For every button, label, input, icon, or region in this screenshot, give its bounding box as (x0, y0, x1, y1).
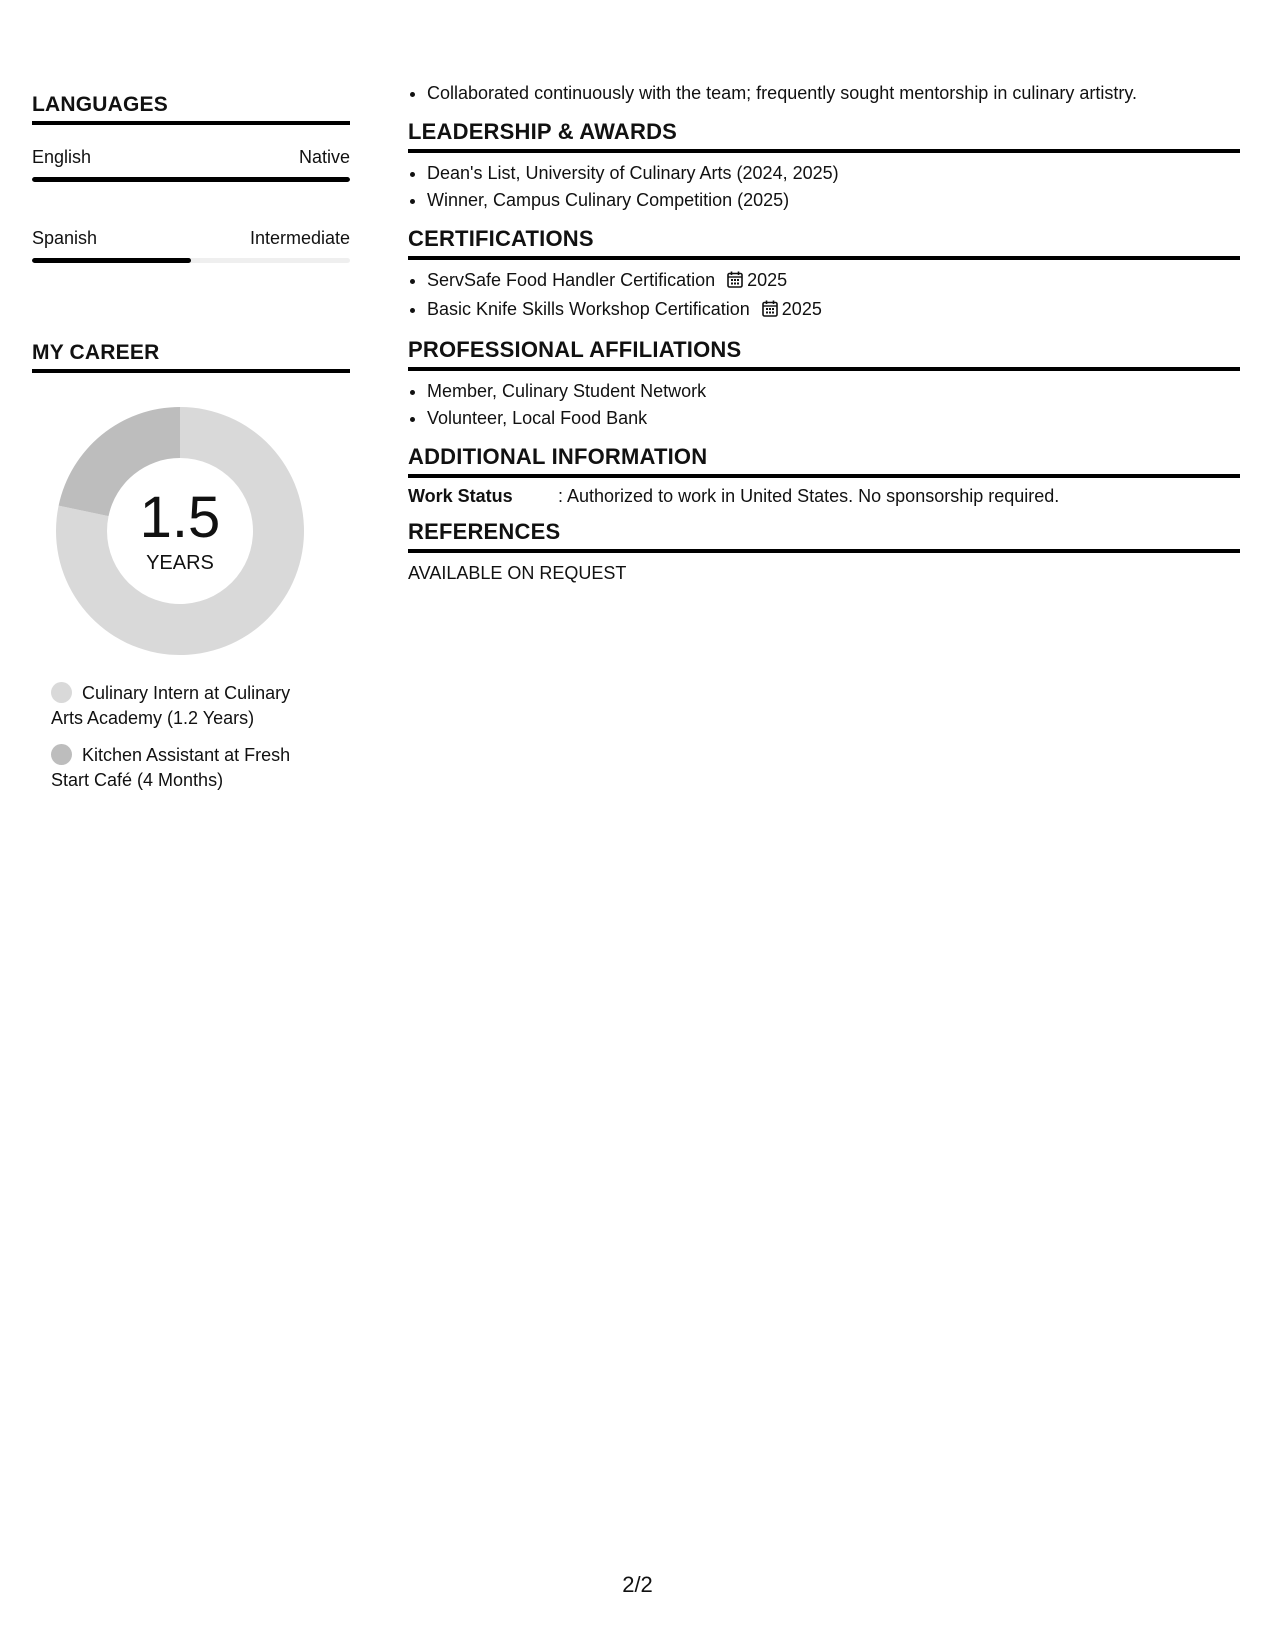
language-item (32, 228, 350, 263)
certifications-section (408, 226, 1240, 325)
section-heading: PROFESSIONAL AFFILIATIONS (408, 337, 1240, 371)
list-item (427, 267, 1240, 296)
references-text: AVAILABLE ON REQUEST (408, 563, 627, 583)
language-proficiency-fill (32, 177, 350, 182)
career-heading: MY CAREER (32, 341, 350, 373)
certification-name: Basic Knife Skills Workshop Certification (427, 299, 750, 319)
experience-bullets (408, 80, 1240, 107)
career-total-value: 1.5 (139, 484, 221, 550)
career-section (32, 341, 350, 793)
language-proficiency-bar (32, 258, 350, 263)
affiliations-section (408, 337, 1240, 432)
language-level: Intermediate (249, 228, 350, 248)
legend-item (51, 743, 321, 793)
section-heading: CERTIFICATIONS (408, 226, 1240, 260)
career-legend (51, 681, 321, 793)
references-section (408, 519, 1240, 584)
calendar-icon (727, 269, 743, 296)
certification-name: ServSafe Food Handler Certification (427, 270, 716, 290)
language-level: Native (298, 147, 350, 167)
list-item: • Volunteer, Local Food Bank (427, 405, 1240, 432)
list-item: • Member, Culinary Student Network (427, 378, 1240, 405)
language-name: Spanish (32, 228, 98, 248)
section-heading: REFERENCES (408, 519, 1240, 553)
legend-swatch (51, 744, 72, 765)
languages-heading: LANGUAGES (32, 93, 350, 125)
language-name: English (32, 147, 92, 167)
section-heading: LEADERSHIP & AWARDS (408, 119, 1240, 153)
sidebar (32, 93, 350, 805)
language-proficiency-fill (32, 258, 191, 263)
career-total-unit: YEARS (146, 551, 214, 574)
career-donut-chart (56, 407, 304, 655)
list-item: • Collaborated continuously with the team; frequently sought mentorship in culinary artistry. (427, 80, 1240, 107)
calendar-icon (762, 298, 778, 325)
leadership-section (408, 119, 1240, 214)
certification-year: 2025 (747, 270, 788, 290)
language-item (32, 147, 350, 182)
legend-item (51, 681, 321, 731)
list-item: • Dean's List, University of Culinary Arts (2024, 2025) (427, 160, 1240, 187)
section-heading: ADDITIONAL INFORMATION (408, 444, 1240, 478)
additional-info-section (408, 444, 1240, 507)
page-number: 2/2 (622, 1572, 653, 1597)
main-content (408, 80, 1240, 584)
list-item: • Winner, Campus Culinary Competition (2025) (427, 187, 1240, 214)
language-proficiency-bar (32, 177, 350, 182)
legend-swatch (51, 682, 72, 703)
certification-year: 2025 (781, 299, 822, 319)
work-status-value: : Authorized to work in United States. No sponsorship required. (558, 486, 1060, 506)
list-item (427, 296, 1240, 325)
legend-label: Culinary Intern at Culinary Arts Academy (1.2 Years) (51, 683, 291, 728)
legend-label: Kitchen Assistant at Fresh Start Café (4 Months) (51, 745, 291, 790)
work-status-label: Work Status (408, 486, 513, 506)
work-status-row (408, 486, 1240, 507)
